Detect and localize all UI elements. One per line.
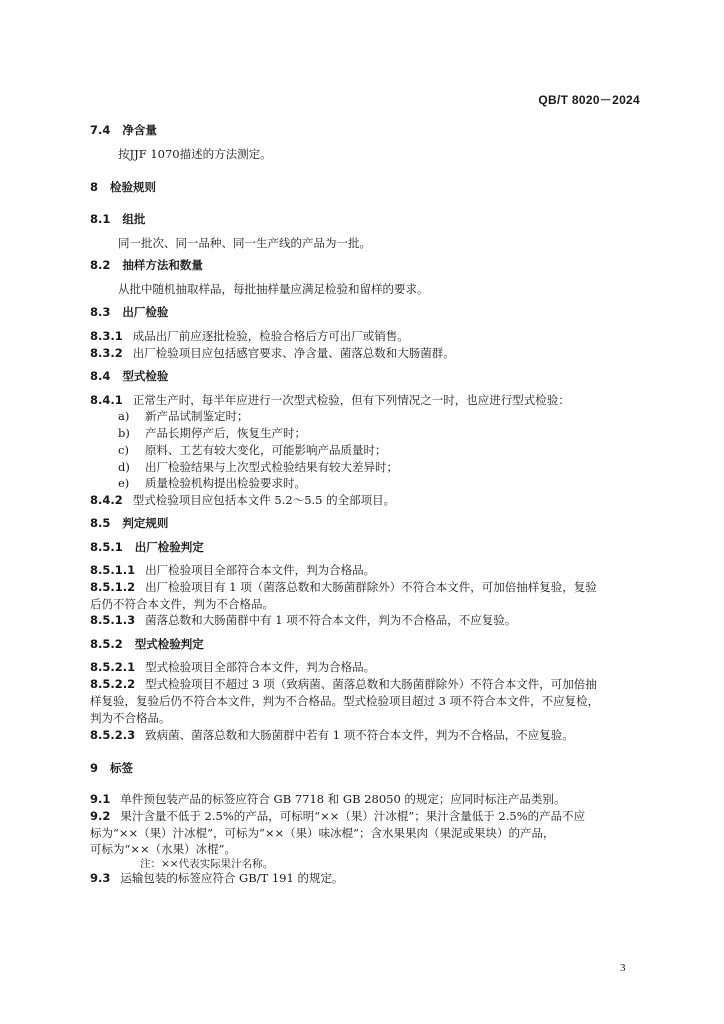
clause-number: 8.3.1 [90, 329, 123, 343]
paragraph-7-4: 按JJF 1070描述的方法测定。 [118, 147, 272, 161]
section-title: 型式检验判定 [134, 637, 204, 651]
clause-text: 型式检验项目全部符合本文件，判为合格品。 [145, 660, 376, 674]
clause-number: 8.4.1 [90, 393, 123, 407]
section-number: 8.2 [90, 258, 111, 272]
clause-text: 型式检验项目不超过 3 项（致病菌、菌落总数和大肠菌群除外）不符合本文件，可加倍抽 [145, 677, 597, 691]
clause-number: 9.3 [90, 871, 111, 885]
list-item [118, 460, 398, 474]
list-text: 原料、工艺有较大变化，可能影响产品质量时； [145, 443, 387, 457]
clause-text: 出厂检验项目应包括感官要求、净含量、菌落总数和大肠菌群。 [132, 346, 455, 360]
clause-number: 8.5.2.1 [90, 660, 136, 674]
document-code: QB/T 8020－2024 [538, 93, 640, 107]
clause-text: 菌落总数和大肠菌群中有 1 项不符合本文件，判为不合格品，不应复验。 [145, 613, 517, 627]
list-item [118, 476, 306, 490]
page-number: 3 [620, 962, 626, 974]
heading-8-2 [90, 258, 203, 272]
list-text: 新产品试制鉴定时； [145, 409, 249, 423]
clause-number: 8.5.1.3 [90, 613, 136, 627]
paragraph-9-1 [90, 792, 565, 806]
paragraph-8-5-2-3 [90, 728, 574, 742]
section-number: 7.4 [90, 123, 111, 137]
section-title: 型式检验 [122, 369, 169, 383]
clause-number: 8.5.2.2 [90, 677, 136, 691]
heading-8-3 [90, 305, 168, 319]
paragraph-9-3 [90, 871, 343, 885]
clause-number: 8.4.2 [90, 493, 123, 507]
paragraph-8-3-2 [90, 346, 455, 360]
paragraph-8-5-1-3 [90, 613, 516, 627]
clause-text: 正常生产时，每半年应进行一次型式检验，但有下列情况之一时，也应进行型式检验： [132, 393, 570, 407]
list-marker: e) [118, 476, 130, 490]
list-marker: d) [118, 460, 130, 474]
list-text: 产品长期停产后，恢复生产时； [145, 426, 306, 440]
clause-text: 致病菌、菌落总数和大肠菌群中若有 1 项不符合本文件，判为不合格品，不应复验。 [145, 728, 574, 742]
section-title: 检验规则 [110, 180, 157, 194]
section-title: 抽样方法和数量 [122, 258, 203, 272]
paragraph-8-2: 从批中随机抽取样品，每批抽样量应满足检验和留样的要求。 [118, 282, 429, 296]
list-text: 质量检验机构提出检验要求时。 [145, 476, 306, 490]
clause-text: 运输包装的标签应符合 GB/T 191 的规定。 [120, 871, 344, 885]
clause-number: 8.5.1.1 [90, 563, 136, 577]
section-number: 8.5.2 [90, 637, 123, 651]
section-number: 8.1 [90, 212, 111, 226]
clause-number: 8.3.2 [90, 346, 123, 360]
list-item [118, 409, 249, 423]
heading-8-4 [90, 369, 168, 383]
clause-number: 8.5.2.3 [90, 728, 136, 742]
section-title: 标签 [110, 761, 134, 775]
paragraph-continuation: 样复验，复验后仍不符合本文件，判为不合格品。型式检验项目超过 3 项不符合本文件，不应复检， [90, 694, 600, 708]
section-number: 8 [90, 180, 99, 194]
list-marker: b) [118, 426, 130, 440]
paragraph-continuation: 判为不合格品。 [90, 711, 171, 725]
section-number: 8.4 [90, 369, 111, 383]
clause-text: 型式检验项目应包括本文件 5.2～5.5 的全部项目。 [132, 493, 396, 507]
section-number: 8.3 [90, 305, 111, 319]
clause-text: 出厂检验项目全部符合本文件，判为合格品。 [145, 563, 376, 577]
list-marker: a) [118, 409, 130, 423]
heading-8-1 [90, 212, 145, 226]
paragraph-8-4-2 [90, 493, 395, 507]
section-title: 出厂检验 [122, 305, 169, 319]
section-title: 净含量 [122, 123, 157, 137]
section-number: 9 [90, 761, 99, 775]
clause-text: 成品出厂前应逐批检验，检验合格后方可出厂或销售。 [132, 329, 409, 343]
clause-number: 9.2 [90, 809, 111, 823]
paragraph-continuation: 可标为“××（水果）冰棍”。 [90, 842, 237, 856]
list-text: 出厂检验结果与上次型式检验结果有较大差异时； [145, 460, 398, 474]
heading-9 [90, 761, 133, 775]
paragraph-8-5-1-2 [90, 580, 597, 594]
clause-number: 9.1 [90, 792, 111, 806]
section-title: 出厂检验判定 [134, 540, 204, 554]
paragraph-8-3-1 [90, 329, 409, 343]
heading-8-5-1 [90, 540, 204, 554]
section-title: 判定规则 [122, 516, 169, 530]
paragraph-8-1: 同一批次、同一品种、同一生产线的产品为一批。 [118, 236, 371, 250]
list-marker: c) [118, 443, 129, 457]
list-item [118, 443, 387, 457]
section-title: 组批 [122, 212, 146, 226]
note: 注：××代表实际果汁名称。 [140, 858, 274, 870]
heading-7-4 [90, 123, 157, 137]
paragraph-continuation: 后仍不符合本文件，判为不合格品。 [90, 597, 274, 611]
paragraph-8-5-2-1 [90, 660, 375, 674]
paragraph-8-5-1-1 [90, 563, 375, 577]
heading-8 [90, 180, 156, 194]
heading-8-5-2 [90, 637, 204, 651]
heading-8-5 [90, 516, 168, 530]
paragraph-9-2 [90, 809, 585, 823]
clause-text: 果汁含量不低于 2.5%的产品，可标明“××（果）汁冰棍”；果汁含量低于 2.5%的产品不应 [120, 809, 586, 823]
paragraph-8-5-2-2 [90, 677, 597, 691]
clause-text: 单件预包装产品的标签应符合 GB 7718 和 GB 28050 的规定；应同时标注产品类别。 [120, 792, 566, 806]
clause-text: 出厂检验项目有 1 项（菌落总数和大肠菌群除外）不符合本文件，可加倍抽样复验，复验 [145, 580, 597, 594]
list-item [118, 426, 306, 440]
section-number: 8.5.1 [90, 540, 123, 554]
clause-number: 8.5.1.2 [90, 580, 136, 594]
paragraph-8-4-1 [90, 393, 570, 407]
paragraph-continuation: 标为“××（果）汁冰棍”，可标为“××（果）味冰棍”；含水果果肉（果泥或果块）的产品， [90, 826, 555, 840]
section-number: 8.5 [90, 516, 111, 530]
